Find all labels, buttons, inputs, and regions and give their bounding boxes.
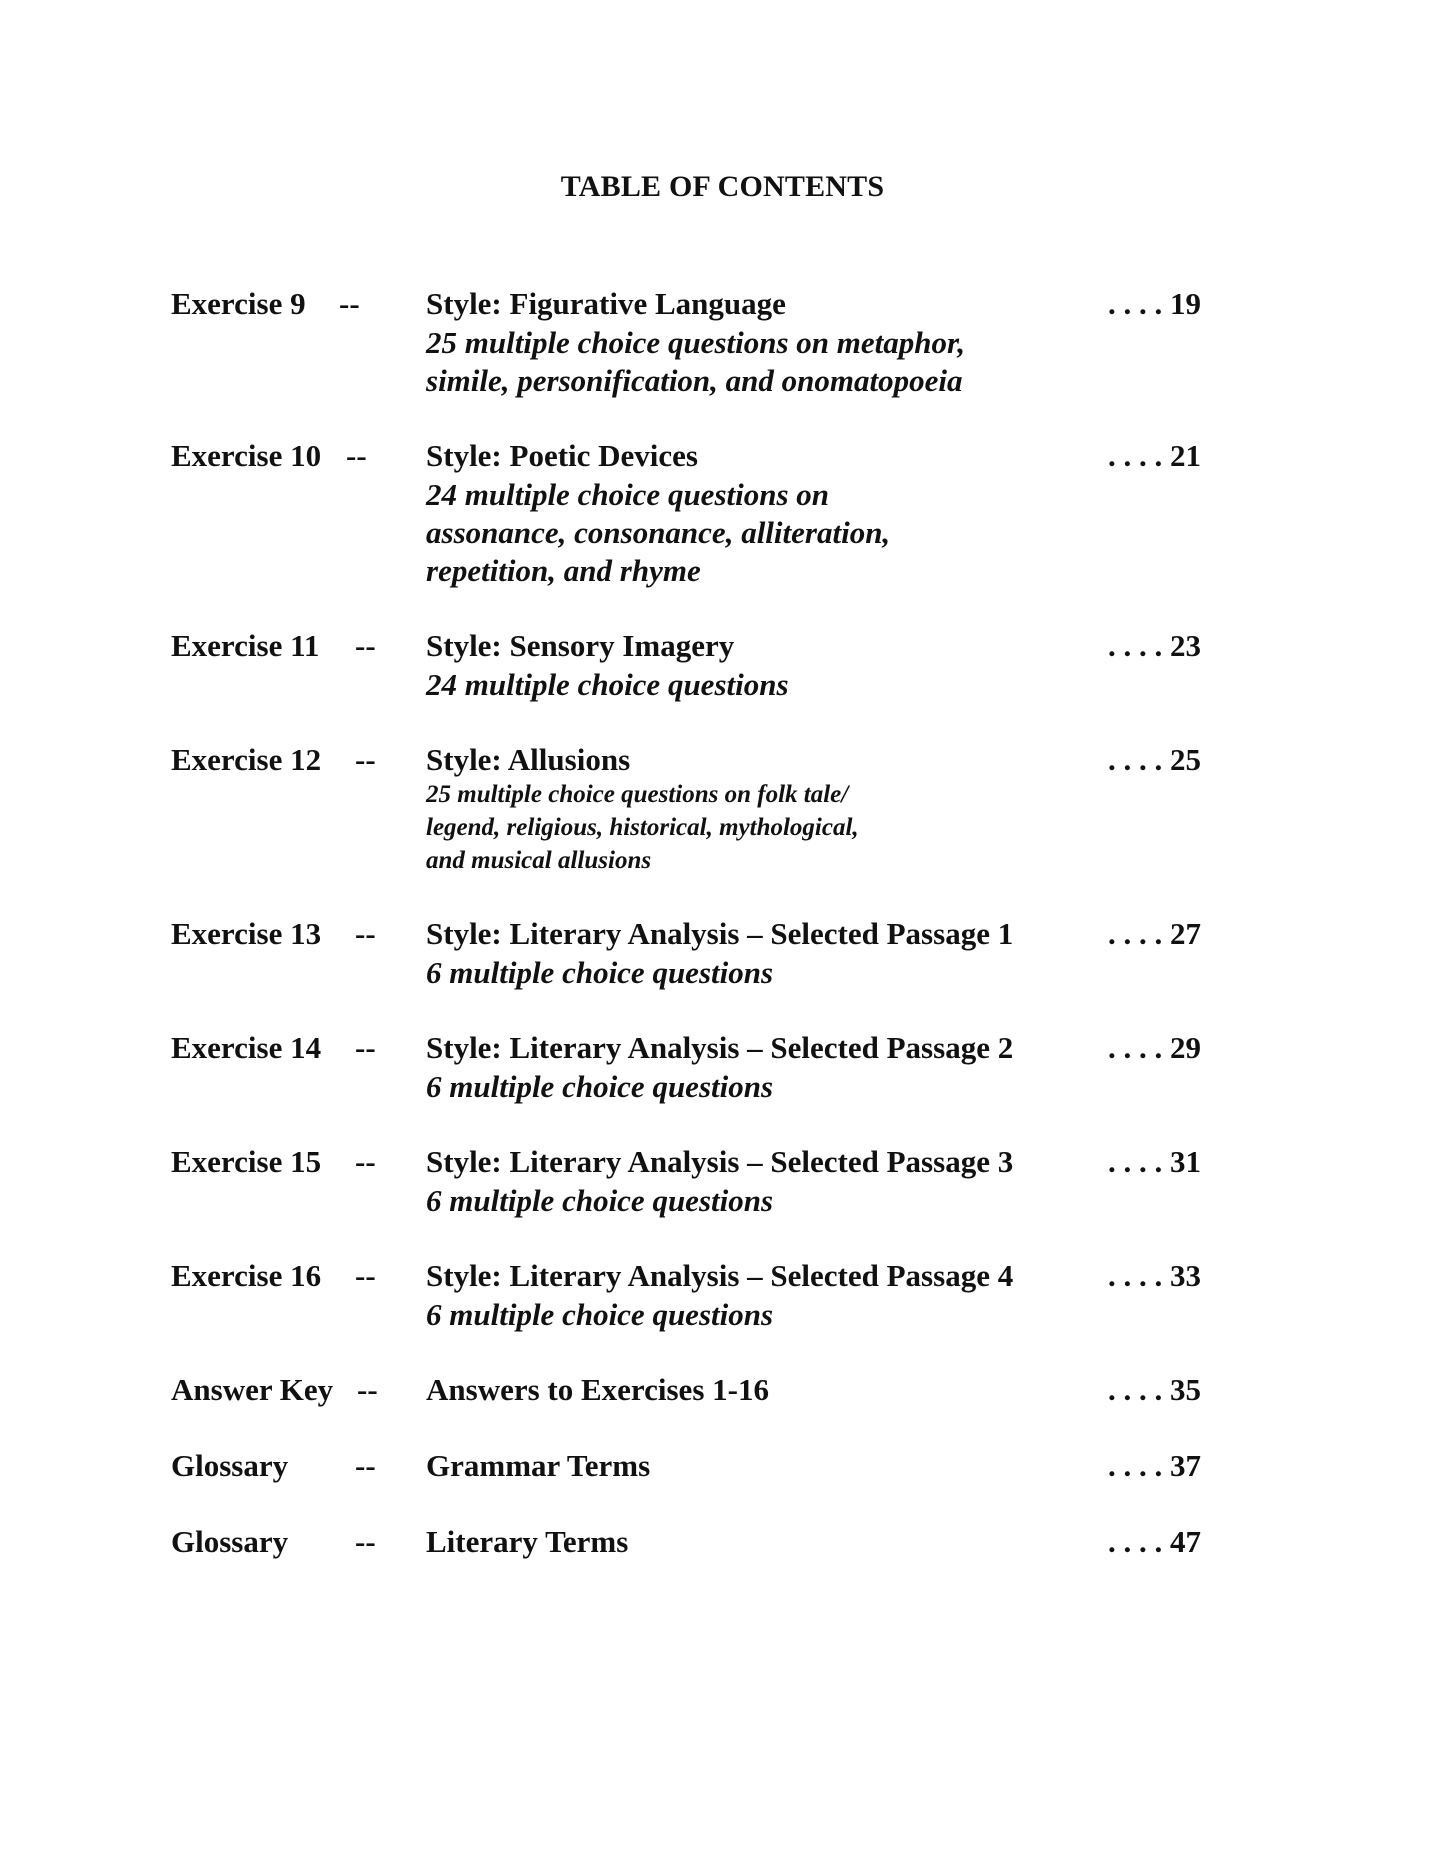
toc-entry-page-number: . . . . 21: [1108, 438, 1201, 473]
toc-entry-page-number: . . . . 47: [1108, 1524, 1201, 1559]
toc-entry-title: Literary Terms: [426, 1524, 629, 1559]
toc-entry-title: Style: Literary Analysis – Selected Passage 2: [426, 1030, 1014, 1065]
toc-entry-title: Style: Figurative Language: [426, 286, 786, 321]
toc-entry-page-number: . . . . 23: [1108, 628, 1201, 663]
toc-entry-description-line: 6 multiple choice questions: [426, 1183, 774, 1218]
toc-entry-separator: --: [355, 1448, 376, 1483]
toc-entry-answer-key[interactable]: [0, 1372, 1445, 1414]
toc-entry-description-line: and musical allusions: [426, 847, 652, 874]
toc-entry-description: [426, 476, 1066, 590]
toc-entry-exercise-12[interactable]: [0, 742, 1445, 882]
toc-entry-description-line: repetition, and rhyme: [426, 553, 701, 588]
toc-entry-title: Style: Literary Analysis – Selected Passage 1: [426, 916, 1014, 951]
toc-entry-label: Exercise 10: [171, 438, 322, 473]
toc-entry-separator: --: [355, 1258, 376, 1293]
toc-entry-description-line: 25 multiple choice questions on metaphor,: [426, 325, 966, 360]
toc-entry-exercise-10[interactable]: [0, 438, 1445, 588]
toc-entry-separator: --: [339, 286, 360, 321]
toc-entry-description-line: 25 multiple choice questions on folk tale/: [426, 781, 849, 808]
toc-entry-description-line: 6 multiple choice questions: [426, 1069, 774, 1104]
toc-entry-exercise-11[interactable]: [0, 628, 1445, 708]
toc-entry-description: [426, 1182, 1066, 1220]
toc-entry-separator: --: [357, 1372, 378, 1407]
toc-entry-title: Style: Literary Analysis – Selected Passage 3: [426, 1144, 1014, 1179]
toc-entry-exercise-14[interactable]: [0, 1030, 1445, 1110]
toc-entry-title: Style: Literary Analysis – Selected Passage 4: [426, 1258, 1014, 1293]
toc-entry-separator: --: [355, 1144, 376, 1179]
toc-entry-exercise-15[interactable]: [0, 1144, 1445, 1224]
toc-entry-title: Style: Poetic Devices: [426, 438, 698, 473]
toc-entry-glossary-grammar[interactable]: [0, 1448, 1445, 1490]
toc-entry-page-number: . . . . 19: [1108, 286, 1201, 321]
toc-entry-separator: --: [355, 742, 376, 777]
toc-entry-page-number: . . . . 35: [1108, 1372, 1201, 1407]
toc-entry-glossary-literary[interactable]: [0, 1524, 1445, 1566]
toc-entry-exercise-13[interactable]: [0, 916, 1445, 996]
toc-entry-description-line: 6 multiple choice questions: [426, 955, 774, 990]
toc-entry-description-line: 24 multiple choice questions on: [426, 477, 830, 512]
toc-entry-label: Exercise 9: [171, 286, 306, 321]
toc-entry-page-number: . . . . 25: [1108, 742, 1201, 777]
toc-entry-separator: --: [346, 438, 367, 473]
toc-entry-page-number: . . . . 27: [1108, 916, 1201, 951]
toc-entry-label: Exercise 14: [171, 1030, 322, 1065]
toc-entry-label: Exercise 15: [171, 1144, 322, 1179]
toc-entry-separator: --: [355, 628, 376, 663]
toc-entry-exercise-9[interactable]: [0, 286, 1445, 401]
toc-entry-title: Style: Allusions: [426, 742, 631, 777]
toc-entry-separator: --: [355, 916, 376, 951]
toc-entry-description-line: simile, personification, and onomatopoeia: [426, 363, 963, 398]
page-title: TABLE OF CONTENTS: [560, 170, 885, 203]
toc-entry-description: [426, 778, 1066, 877]
toc-entry-exercise-16[interactable]: [0, 1258, 1445, 1338]
toc-entry-separator: --: [355, 1524, 376, 1559]
toc-entry-page-number: . . . . 29: [1108, 1030, 1201, 1065]
toc-entry-description: [426, 1068, 1066, 1106]
toc-entry-description: [426, 1296, 1066, 1334]
toc-entry-title: Style: Sensory Imagery: [426, 628, 735, 663]
toc-entry-label: Exercise 13: [171, 916, 322, 951]
toc-entry-description-line: legend, religious, historical, mythological,: [426, 814, 859, 841]
toc-entry-description: [426, 954, 1066, 992]
toc-entry-page-number: . . . . 37: [1108, 1448, 1201, 1483]
toc-entry-label: Answer Key: [171, 1372, 334, 1407]
toc-entry-separator: --: [355, 1030, 376, 1065]
toc-entry-page-number: . . . . 33: [1108, 1258, 1201, 1293]
toc-entry-description: [426, 666, 1066, 704]
toc-entry-label: Glossary: [171, 1524, 289, 1559]
toc-entry-label: Glossary: [171, 1448, 289, 1483]
toc-entry-description-line: 24 multiple choice questions: [426, 667, 789, 702]
toc-entry-title: Grammar Terms: [426, 1448, 651, 1483]
toc-entry-label: Exercise 16: [171, 1258, 322, 1293]
toc-entry-title: Answers to Exercises 1-16: [426, 1372, 769, 1407]
toc-entry-label: Exercise 11: [171, 628, 320, 663]
toc-entry-label: Exercise 12: [171, 742, 322, 777]
toc-entry-description-line: assonance, consonance, alliteration,: [426, 515, 891, 550]
toc-entry-description: [426, 324, 1066, 400]
toc-entry-page-number: . . . . 31: [1108, 1144, 1201, 1179]
toc-entry-description-line: 6 multiple choice questions: [426, 1297, 774, 1332]
